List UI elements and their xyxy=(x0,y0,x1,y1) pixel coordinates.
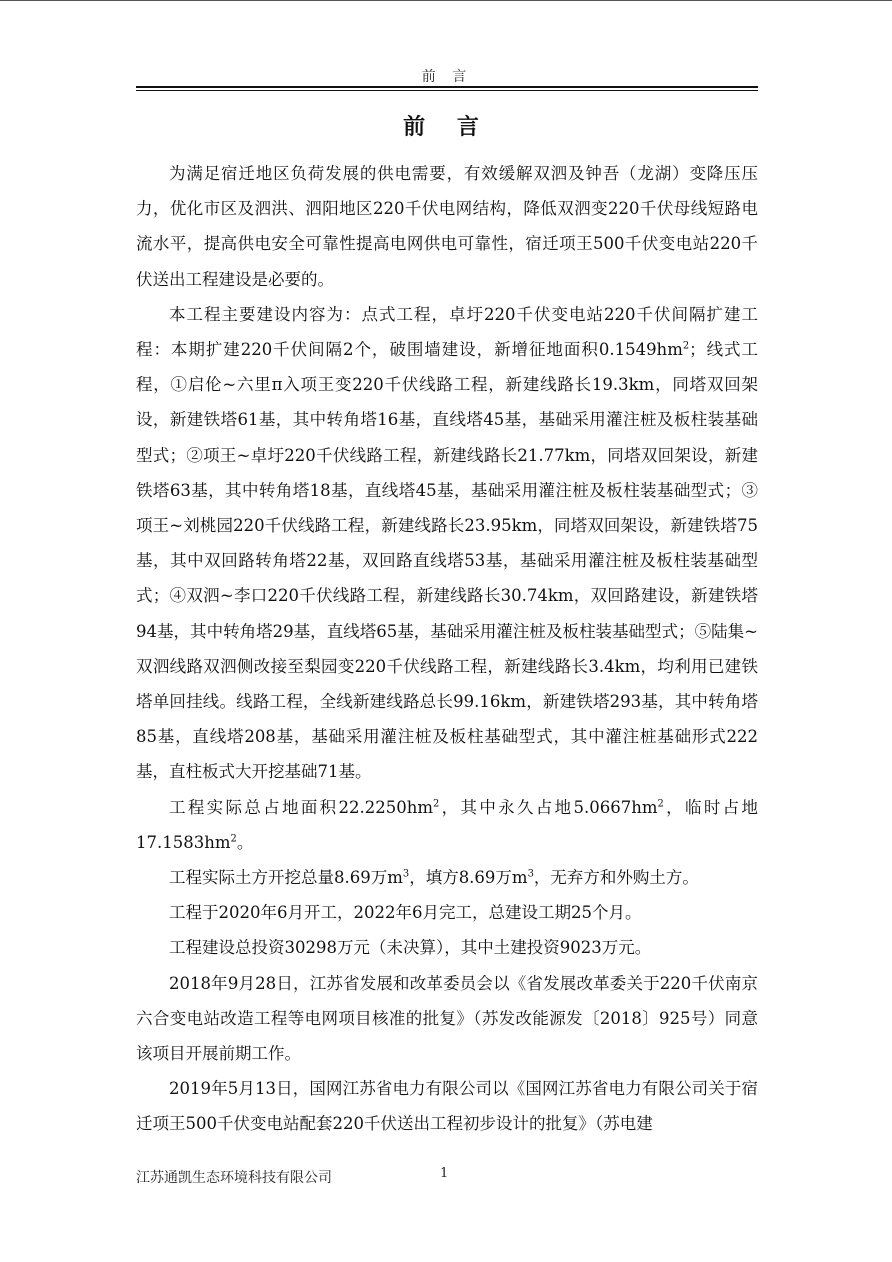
text-fragment: 。 xyxy=(236,832,254,852)
header-rule xyxy=(136,86,758,88)
header-rule-thin xyxy=(136,90,758,91)
text-fragment: ，无弃方和外购土方。 xyxy=(533,868,699,888)
text-fragment: 工程实际总占地面积22.2250hm xyxy=(169,797,434,817)
paragraph-schedule: 工程于2020年6月开工，2022年6月完工，总建设工期25个月。 xyxy=(169,903,642,923)
text-fragment: ，填方8.69万m xyxy=(409,868,528,888)
page-number: 1 xyxy=(440,1166,449,1181)
top-border-line xyxy=(0,0,892,1)
superscript: 3 xyxy=(402,868,410,880)
text-fragment: 本工程主要建设内容为：点式工程，卓圩220千伏变电站220千伏间隔扩建工程：本期扩建220千伏间隔2个，破围墙建设，新增征地面积0.1549hm xyxy=(136,304,758,360)
superscript: 2 xyxy=(682,340,690,352)
paragraph-investment: 工程建设总投资30298万元（未决算），其中土建投资9023万元。 xyxy=(169,938,652,958)
superscript: 2 xyxy=(657,798,664,810)
paragraph-construction-content xyxy=(136,297,758,790)
page-title: 前 言 xyxy=(403,114,491,140)
text-fragment: ，临时占地17.1583hm xyxy=(136,797,759,852)
paragraph-earthwork xyxy=(136,860,758,895)
superscript: 2 xyxy=(230,833,237,845)
paragraph-approval-2019: 2019年5月13日，国网江苏省电力有限公司以《国网江苏省电力有限公司关于宿迁项王500千伏变电站配套220千伏送出工程初步设计的批复》（苏电建 xyxy=(136,1079,758,1134)
text-fragment: ，其中永久占地5.0667hm xyxy=(439,797,658,817)
text-fragment: ；线式工程，①启伦~六里π入项王变220千伏线路工程，新建线路长19.3km，同塔双回架设，新建铁塔61基，其中转角塔16基，直线塔45基，基础采用灌注桩及板柱装基础型式；②项王~卓圩220千伏线路工程，新建线路长21.77km，同塔双回架设，新建铁塔63基，其中转角塔18基，直线塔45基，基础采用灌注桩及板柱装基础型式；③项王~刘桃园220千伏线路工程，新建线路长23.95km，同塔双回架设，新建铁塔75基，其中双回路转角塔22基，双回路直线塔53基，基础采用灌注桩及板柱装基础型式；④双泗~李口220千伏线路工程，新建线路长30.74km，双回路建设，新建铁塔94基，其中转角塔29基，直线塔65基，基础采用灌注桩及板柱装基础型式；⑤陆集~双泗线路双泗侧改接至梨园变220千伏线路工程，新建线路长3.4km，均利用已建铁塔单回挂线。线路工程，全线新建线路总长99.16km，新建铁塔293基，其中转角塔85基，直线塔208基，基础采用灌注桩及板柱基础型式，其中灌注桩基础形式222基，直柱板式大开挖基础71基。 xyxy=(136,340,759,782)
paragraph-land-area xyxy=(136,790,758,860)
text-fragment: 工程实际土方开挖总量8.69万m xyxy=(169,868,403,888)
superscript: 2 xyxy=(433,798,440,810)
paragraph-approval-2018: 2018年9月28日，江苏省发展和改革委员会以《省发展改革委关于220千伏南京六合变电站改造工程等电网项目核准的批复》（苏发改能源发〔2018〕925号）同意该项目开展前期工作。 xyxy=(136,973,758,1064)
footer-company: 江苏通凯生态环境科技有限公司 xyxy=(136,1170,332,1186)
paragraph-background: 为满足宿迁地区负荷发展的供电需要，有效缓解双泗及钟吾（龙湖）变降压压力，优化市区及泗洪、泗阳地区220千伏电网结构，降低双泗变220千伏母线短路电流水平，提高供电安全可靠性提高电网供电可靠性，宿迁项王500千伏变电站220千伏送出工程建设是必要的。 xyxy=(136,164,758,289)
running-header: 前 言 xyxy=(421,69,473,85)
superscript: 3 xyxy=(527,868,534,880)
body-text xyxy=(136,156,758,1142)
